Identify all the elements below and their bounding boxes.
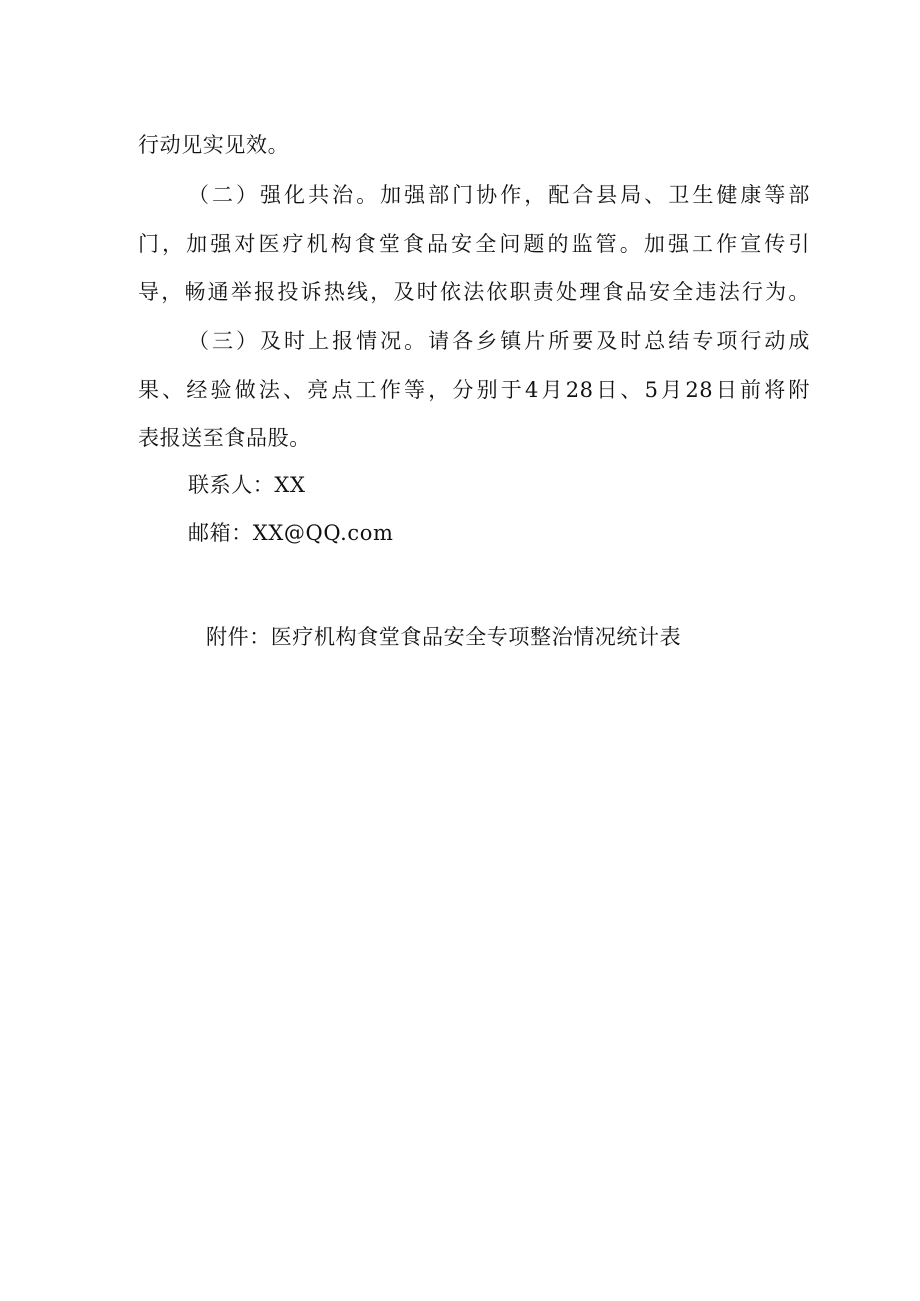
paragraph-line: 果、经验做法、亮点工作等，分别于4月28日、5月28日前将附	[138, 378, 810, 402]
paragraph-line: 门，加强对医疗机构食堂食品安全问题的监管。加强工作宣传引	[138, 232, 810, 256]
contact-email: 邮箱：XX@QQ.com	[188, 521, 394, 545]
paragraph-line: 行动见实见效。	[138, 133, 290, 157]
section-two-heading-line: （二）强化共治。加强部门协作，配合县局、卫生健康等部	[188, 183, 810, 207]
paragraph-line: 表报送至食品股。	[138, 426, 311, 450]
contact-person: 联系人：XX	[188, 473, 306, 497]
attachment-note: 附件：医疗机构食堂食品安全专项整治情况统计表	[206, 625, 682, 649]
section-three-heading-line: （三）及时上报情况。请各乡镇片所要及时总结专项行动成	[188, 329, 810, 353]
paragraph-line: 导，畅通举报投诉热线，及时依法依职责处理食品安全违法行为。	[138, 280, 810, 304]
